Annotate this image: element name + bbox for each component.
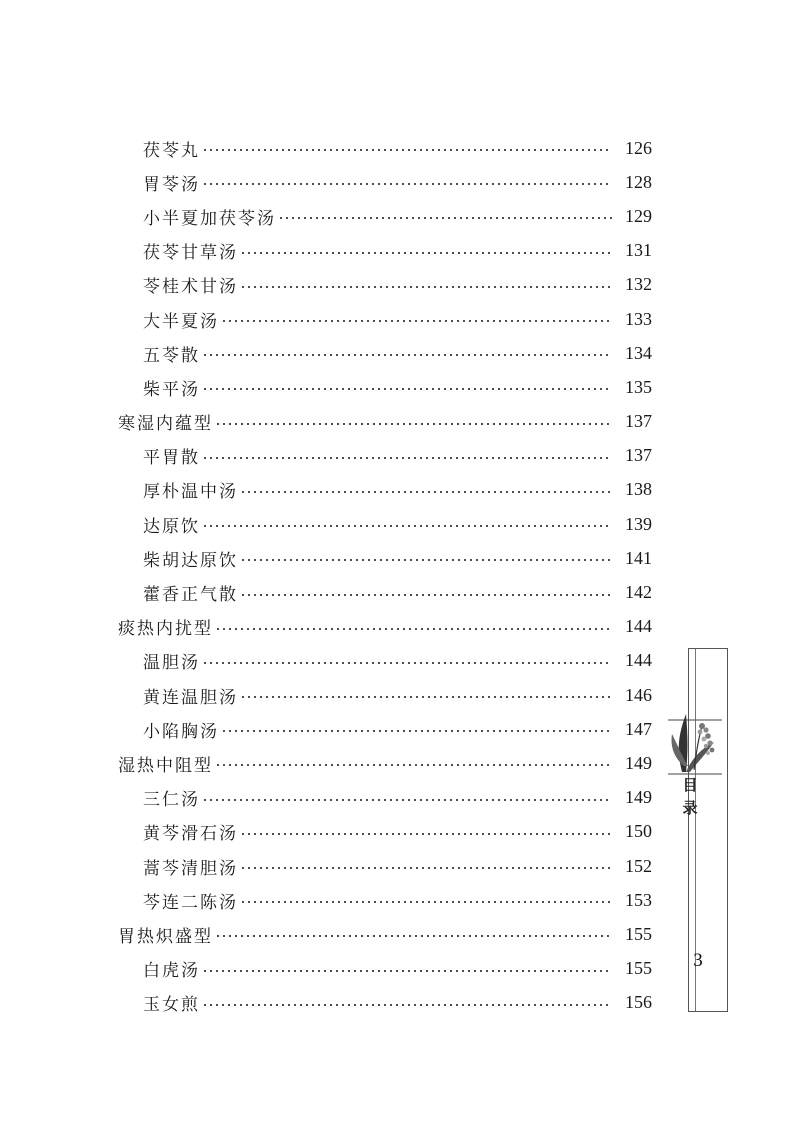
- toc-entry-title: 三仁汤: [143, 790, 200, 811]
- toc-entry-row: [118, 234, 652, 268]
- toc-entry-title: 寒湿内蕴型: [118, 414, 213, 435]
- toc-leader-dots: [202, 457, 612, 459]
- toc-leader-dots: [240, 252, 612, 254]
- toc-section-row: [118, 405, 652, 439]
- toc-entry-page: 153: [625, 889, 652, 910]
- toc-entry-title: 藿香正气散: [143, 585, 238, 606]
- toc-leader-dots: [221, 730, 612, 732]
- toc-entry-row: [118, 815, 652, 849]
- toc-entry-title: 大半夏汤: [143, 311, 219, 332]
- toc-leader-dots: [240, 901, 612, 903]
- toc-entry-row: [118, 986, 652, 1020]
- toc-leader-dots: [240, 696, 612, 698]
- toc-entry-row: [118, 575, 652, 609]
- toc-entry-row: [118, 781, 652, 815]
- toc-entry-title: 玉女煎: [143, 995, 200, 1016]
- toc-entry-page: 135: [625, 376, 652, 397]
- toc-entry-title: 湿热中阻型: [118, 755, 213, 776]
- toc-entry-page: 156: [625, 992, 652, 1013]
- toc-entry-row: [118, 952, 652, 986]
- toc-entry-row: [118, 507, 652, 541]
- toc-entry-page: 149: [625, 752, 652, 773]
- toc-entry-row: [118, 473, 652, 507]
- toc-entry-title: 胃热炽盛型: [118, 926, 213, 947]
- page-number: 3: [693, 950, 703, 971]
- toc-leader-dots: [202, 1004, 612, 1006]
- toc-entry-title: 柴胡达原饮: [143, 550, 238, 571]
- margin-label-mu: 目: [682, 776, 698, 794]
- toc-entry-row: [118, 199, 652, 233]
- toc-entry-page: 150: [625, 821, 652, 842]
- toc-leader-dots: [202, 149, 612, 151]
- toc-leader-dots: [240, 559, 612, 561]
- toc-entry-page: 129: [625, 205, 652, 226]
- toc-section-row: [118, 917, 652, 951]
- toc-entry-row: [118, 439, 652, 473]
- toc-entry-title: 平胃散: [143, 448, 200, 469]
- toc-entry-title: 厚朴温中汤: [143, 482, 238, 503]
- toc-entry-row: [118, 336, 652, 370]
- toc-entry-title: 五苓散: [143, 345, 200, 366]
- toc-entry-page: 138: [625, 479, 652, 500]
- toc-entry-title: 小陷胸汤: [143, 721, 219, 742]
- table-of-contents: [118, 131, 652, 1020]
- toc-leader-dots: [215, 935, 612, 937]
- toc-entry-title: 茯苓丸: [143, 140, 200, 161]
- toc-leader-dots: [215, 764, 612, 766]
- toc-leader-dots: [202, 799, 612, 801]
- toc-entry-row: [118, 370, 652, 404]
- toc-leader-dots: [202, 970, 612, 972]
- toc-leader-dots: [240, 594, 612, 596]
- toc-leader-dots: [202, 354, 612, 356]
- toc-leader-dots: [240, 286, 612, 288]
- toc-entry-page: 144: [625, 616, 652, 637]
- toc-leader-dots: [202, 525, 612, 527]
- toc-entry-title: 茯苓甘草汤: [143, 243, 238, 264]
- toc-entry-page: 134: [625, 342, 652, 363]
- toc-entry-title: 柴平汤: [143, 379, 200, 400]
- toc-entry-page: 147: [625, 718, 652, 739]
- toc-entry-row: [118, 883, 652, 917]
- toc-entry-page: 141: [625, 547, 652, 568]
- toc-entry-row: [118, 712, 652, 746]
- toc-entry-row: [118, 678, 652, 712]
- toc-entry-row: [118, 849, 652, 883]
- toc-entry-row: [118, 541, 652, 575]
- toc-entry-title: 白虎汤: [143, 961, 200, 982]
- toc-leader-dots: [240, 833, 612, 835]
- margin-label-lu: 录: [682, 799, 698, 817]
- toc-entry-page: 149: [625, 787, 652, 808]
- toc-entry-row: [118, 644, 652, 678]
- toc-entry-title: 痰热内扰型: [118, 619, 213, 640]
- toc-entry-page: 139: [625, 513, 652, 534]
- toc-entry-page: 128: [625, 171, 652, 192]
- toc-entry-page: 155: [625, 923, 652, 944]
- toc-leader-dots: [215, 423, 612, 425]
- toc-entry-page: 126: [625, 137, 652, 158]
- toc-section-row: [118, 746, 652, 780]
- toc-entry-title: 温胆汤: [143, 653, 200, 674]
- toc-entry-page: 155: [625, 958, 652, 979]
- toc-entry-page: 131: [625, 240, 652, 261]
- toc-entry-page: 146: [625, 684, 652, 705]
- toc-entry-page: 142: [625, 582, 652, 603]
- toc-entry-page: 144: [625, 650, 652, 671]
- toc-entry-page: 137: [625, 445, 652, 466]
- toc-leader-dots: [240, 867, 612, 869]
- toc-leader-dots: [215, 628, 612, 630]
- toc-entry-page: 152: [625, 855, 652, 876]
- toc-entry-title: 苓桂术甘汤: [143, 277, 238, 298]
- toc-entry-title: 小半夏加茯苓汤: [143, 208, 276, 229]
- toc-entry-row: [118, 302, 652, 336]
- toc-entry-page: 132: [625, 274, 652, 295]
- toc-entry-title: 达原饮: [143, 516, 200, 537]
- toc-leader-dots: [278, 217, 612, 219]
- toc-section-row: [118, 610, 652, 644]
- toc-entry-title: 胃苓汤: [143, 174, 200, 195]
- toc-leader-dots: [202, 662, 612, 664]
- toc-entry-title: 芩连二陈汤: [143, 892, 238, 913]
- toc-entry-page: 137: [625, 411, 652, 432]
- toc-entry-row: [118, 131, 652, 165]
- toc-leader-dots: [240, 491, 612, 493]
- toc-entry-title: 黄连温胆汤: [143, 687, 238, 708]
- orchid-illustration-icon: [668, 706, 722, 782]
- toc-leader-dots: [202, 388, 612, 390]
- toc-leader-dots: [202, 183, 612, 185]
- toc-entry-row: [118, 165, 652, 199]
- toc-entry-page: 133: [625, 308, 652, 329]
- toc-entry-title: 蒿芩清胆汤: [143, 858, 238, 879]
- toc-entry-title: 黄芩滑石汤: [143, 824, 238, 845]
- toc-leader-dots: [221, 320, 612, 322]
- toc-entry-row: [118, 268, 652, 302]
